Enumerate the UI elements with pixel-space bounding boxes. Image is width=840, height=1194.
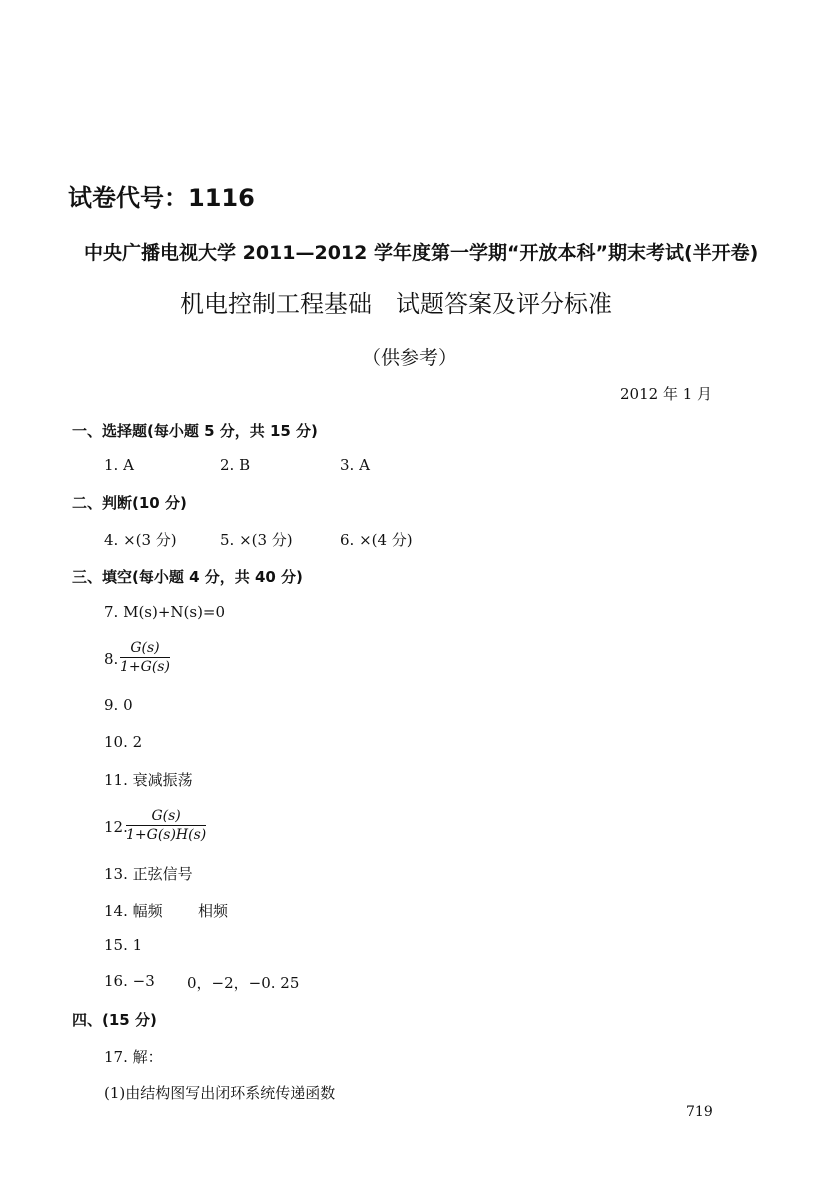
- answer-14-b: 相频: [198, 902, 229, 920]
- paper-code: 试卷代号：1116: [68, 184, 255, 212]
- answer-13: 13. 正弦信号: [104, 865, 193, 883]
- answer-12-fraction: [126, 808, 206, 843]
- answer-8-numerator: G(s): [120, 640, 170, 658]
- section-2-heading: 二、判断(10 分): [72, 494, 187, 512]
- answer-1: 1. A: [104, 456, 134, 474]
- answer-12-numerator: G(s): [126, 808, 206, 826]
- section-4-heading: 四、(15 分): [72, 1011, 157, 1029]
- answer-8-label: 8.: [104, 650, 119, 668]
- answer-3: 3. A: [340, 456, 370, 474]
- answer-12-denominator: 1+G(s)H(s): [126, 827, 207, 843]
- answer-2: 2. B: [220, 456, 251, 474]
- answer-8-denominator: 1+G(s): [120, 659, 170, 675]
- answer-16-a: 16. −3: [104, 972, 155, 990]
- answer-12-label: 12.: [104, 818, 128, 836]
- answer-15: 15. 1: [104, 936, 143, 954]
- answer-11: 11. 衰减振荡: [104, 771, 193, 789]
- document-title: 机电控制工程基础 试题答案及评分标准: [180, 290, 612, 318]
- page-number: 719: [686, 1104, 713, 1120]
- answer-6: 6. ×(4 分): [340, 531, 413, 549]
- document-subtitle: （供参考）: [362, 347, 458, 369]
- answer-10: 10. 2: [104, 733, 143, 751]
- answer-8-fraction: [120, 640, 170, 675]
- answer-17-intro: 17. 解：: [104, 1048, 163, 1066]
- answer-5: 5. ×(3 分): [220, 531, 293, 549]
- section-3-heading: 三、填空(每小题 4 分，共 40 分): [72, 568, 303, 586]
- exam-date: 2012 年 1 月: [620, 385, 713, 403]
- answer-16-b: 0，−2，−0. 25: [187, 974, 300, 992]
- answer-14-a: 14. 幅频: [104, 902, 163, 920]
- section-1-heading: 一、选择题(每小题 5 分，共 15 分): [72, 422, 318, 440]
- answer-9: 9. 0: [104, 696, 133, 714]
- answer-17-step-1: (1)由结构图写出闭环系统传递函数: [104, 1084, 336, 1102]
- answer-7: 7. M(s)+N(s)=0: [104, 603, 226, 621]
- exam-info-line: 中央广播电视大学 2011—2012 学年度第一学期“开放本科”期末考试(半开卷): [84, 242, 759, 264]
- answer-4: 4. ×(3 分): [104, 531, 177, 549]
